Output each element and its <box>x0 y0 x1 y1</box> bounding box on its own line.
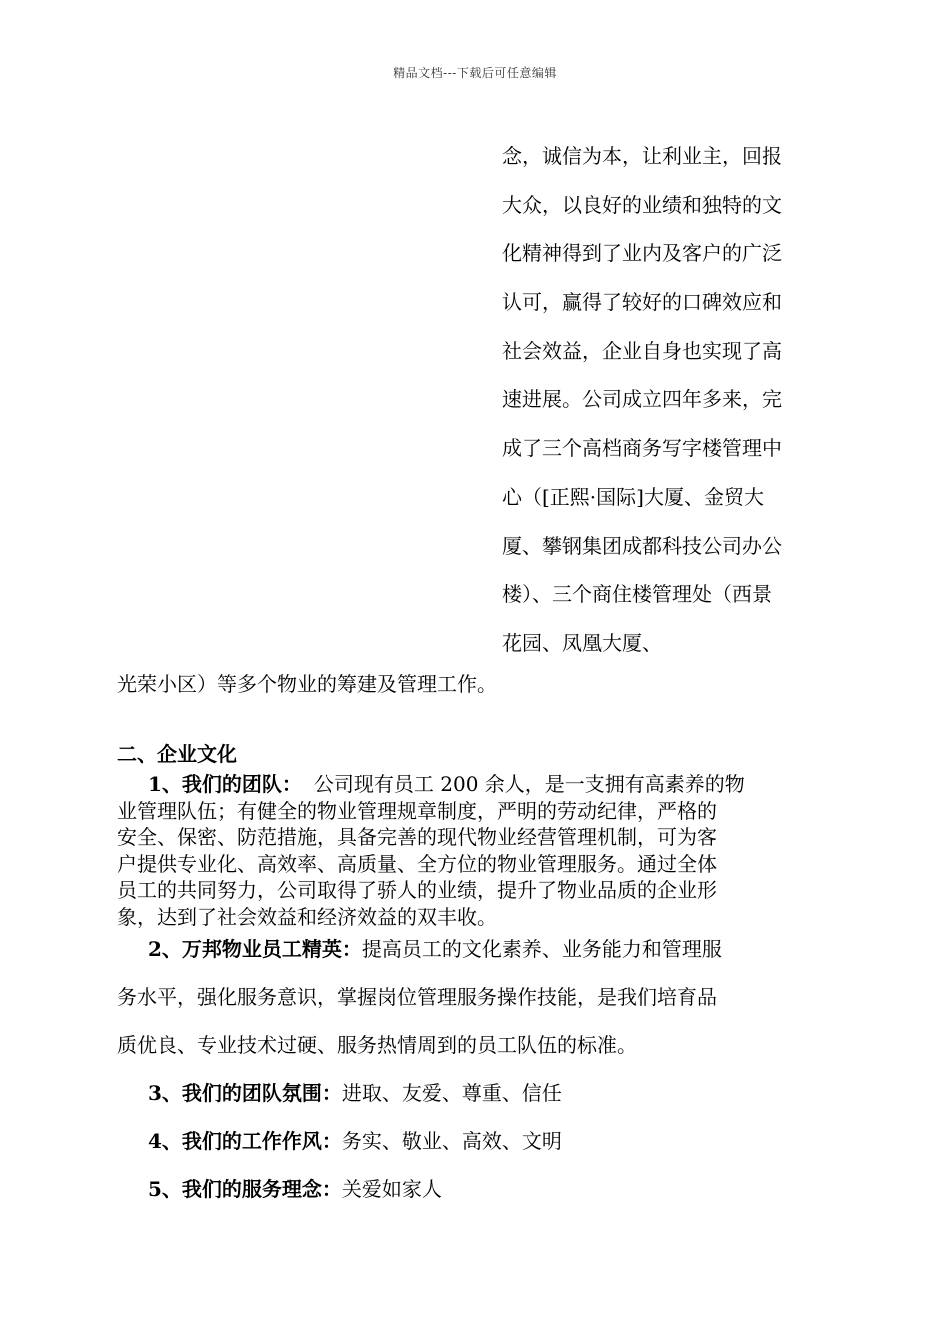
team-label: 1、我们的团队： <box>148 772 302 796</box>
paragraph-line: 务水平，强化服务意识，掌握岗位管理服务操作技能，是我们培育品 <box>117 985 717 1009</box>
paragraph-line: 员工的共同努力，公司取得了骄人的业绩，提升了物业品质的企业形 <box>117 878 717 903</box>
column-line: 成了三个高档商务写字楼管理中 <box>502 436 782 461</box>
team-paragraph <box>117 771 817 931</box>
paragraph-line: 象，达到了社会效益和经济效益的双丰收。 <box>117 904 497 929</box>
column-line: 化精神得到了业内及客户的广泛 <box>502 241 782 266</box>
column-line: 社会效益，企业自身也实现了高 <box>502 338 782 363</box>
elite-label: 2、万邦物业员工精英： <box>148 937 362 961</box>
value-item <box>117 1169 817 1217</box>
value-item <box>117 1073 817 1121</box>
value-text: 关爱如家人 <box>341 1177 442 1201</box>
paragraph-line: 户提供专业化、高效率、高质量、全方位的物业管理服务。通过全体 <box>117 851 717 876</box>
right-column-text <box>502 136 832 672</box>
value-label: 4、我们的工作作风： <box>148 1129 342 1153</box>
team-first-line <box>117 771 817 798</box>
value-text: 务实、敬业、高效、文明 <box>341 1129 562 1153</box>
column-line: 厦、攀钢集团成都科技公司办公 <box>502 533 782 558</box>
paragraph-line: 质优良、专业技术过硬、服务热情周到的员工队伍的标准。 <box>117 1033 637 1057</box>
section-heading: 二、企业文化 <box>117 742 237 766</box>
value-text: 进取、友爱、尊重、信任 <box>341 1081 562 1105</box>
value-label: 5、我们的服务理念： <box>148 1177 342 1201</box>
value-label: 3、我们的团队氛围： <box>148 1081 342 1105</box>
column-line: 速进展。公司成立四年多来，完 <box>502 387 782 412</box>
paragraph-line: 安全、保密、防范措施，具备完善的现代物业经营管理机制，可为客 <box>117 825 717 850</box>
column-line: 花园、凤凰大厦、 <box>502 630 662 655</box>
column-line: 心（[正熙·国际]大厦、金贸大 <box>502 484 764 509</box>
column-line: 大众，以良好的业绩和独特的文 <box>502 192 782 217</box>
team-first-text: 公司现有员工 200 余人，是一支拥有高素养的物 <box>313 772 745 796</box>
page-header: 精品文档---下载后可任意编辑 <box>393 66 557 80</box>
value-item <box>117 1121 817 1169</box>
column-line: 念，诚信为本，让利业主，回报 <box>502 144 782 168</box>
elite-first-text: 提高员工的文化素养、业务能力和管理服 <box>361 937 722 961</box>
column-line: 认可，赢得了较好的口碑效应和 <box>502 290 782 315</box>
column-tail-line: 光荣小区）等多个物业的筹建及管理工作。 <box>117 672 497 696</box>
values-list <box>117 1073 817 1217</box>
elite-paragraph <box>117 929 817 1073</box>
paragraph-line: 业管理队伍；有健全的物业管理规章制度，严明的劳动纪律，严格的 <box>117 798 717 823</box>
column-line: 楼）、三个商住楼管理处（西景 <box>502 582 772 607</box>
elite-first-line <box>117 929 817 977</box>
